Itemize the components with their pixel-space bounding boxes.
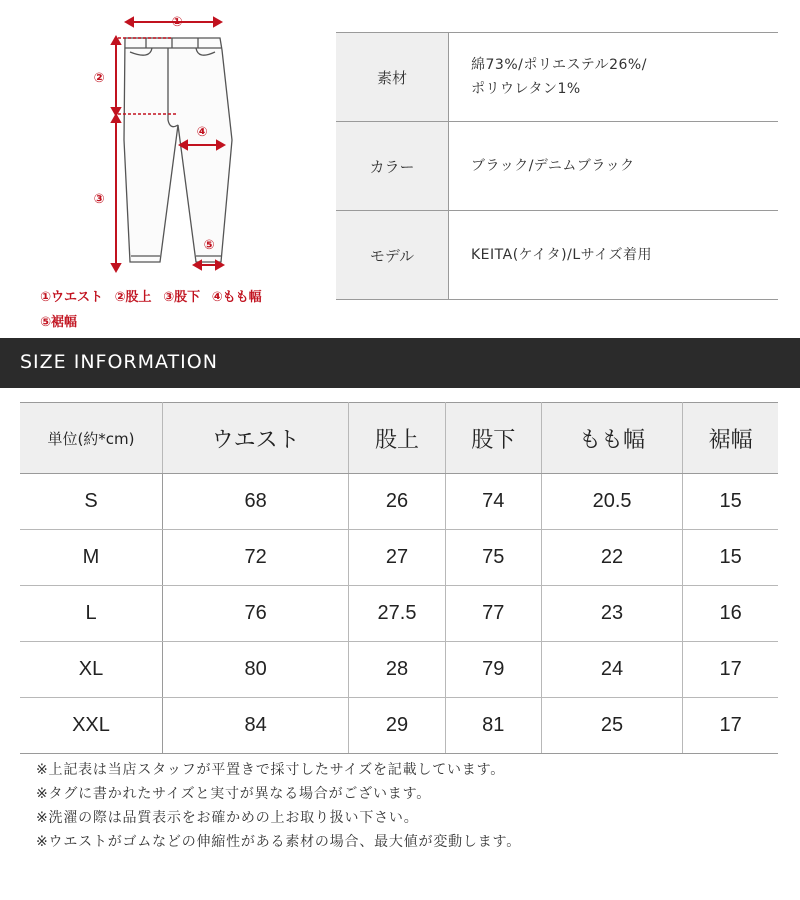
- note-line: ※洗濯の際は品質表示をお確かめの上お取り扱い下さい。: [36, 810, 419, 826]
- size-value: 28: [349, 642, 445, 698]
- spec-value: [449, 211, 779, 300]
- size-value: 84: [163, 698, 349, 754]
- size-value: 76: [163, 586, 349, 642]
- size-value: 17: [683, 698, 778, 754]
- table-row: [20, 698, 778, 754]
- size-value: 79: [445, 642, 541, 698]
- size-value: 74: [445, 474, 541, 530]
- size-value: 77: [445, 586, 541, 642]
- size-value: 27: [349, 530, 445, 586]
- legend-line-2: [40, 311, 84, 330]
- spec-value: [449, 33, 779, 122]
- size-value: 22: [541, 530, 682, 586]
- marker-5: ⑤: [203, 238, 215, 253]
- size-value: 15: [683, 474, 778, 530]
- section-title: SIZE INFORMATION: [20, 351, 218, 373]
- size-value: 15: [683, 530, 778, 586]
- size-label: L: [20, 586, 163, 642]
- header-rise: 股上: [349, 403, 445, 474]
- spec-row: [336, 211, 778, 300]
- spec-key: 素材: [336, 33, 449, 122]
- size-header-row: [20, 403, 778, 474]
- size-value: 81: [445, 698, 541, 754]
- size-table: [20, 402, 778, 754]
- notes: [36, 758, 521, 854]
- table-row: [20, 474, 778, 530]
- size-value: 72: [163, 530, 349, 586]
- size-value: 27.5: [349, 586, 445, 642]
- header-unit: 単位(約*cm): [20, 403, 163, 474]
- pants-illustration: [0, 0, 330, 285]
- marker-3: ③: [93, 192, 105, 207]
- spec-table: [336, 32, 778, 300]
- size-value: 68: [163, 474, 349, 530]
- note-line: ※タグに書かれたサイズと実寸が異なる場合がございます。: [36, 786, 432, 802]
- legend-line-1: [40, 286, 269, 305]
- size-value: 24: [541, 642, 682, 698]
- table-row: [20, 586, 778, 642]
- header-waist: ウエスト: [163, 403, 349, 474]
- size-value: 23: [541, 586, 682, 642]
- legend-item: ①ウエスト: [40, 290, 104, 305]
- size-value: 20.5: [541, 474, 682, 530]
- note-line: ※上記表は当店スタッフが平置きで採寸したサイズを記載しています。: [36, 762, 506, 778]
- spec-key: モデル: [336, 211, 449, 300]
- spec-value-line: 綿73%/ポリエステル26%/: [471, 57, 647, 73]
- header-hem: 裾幅: [683, 403, 778, 474]
- size-value: 16: [683, 586, 778, 642]
- spec-key: カラー: [336, 122, 449, 211]
- marker-4: ④: [196, 125, 208, 140]
- marker-1: ①: [171, 15, 183, 30]
- legend-item: ②股上: [114, 290, 152, 305]
- size-value: 25: [541, 698, 682, 754]
- section-header: [0, 338, 800, 388]
- legend-item: ⑤裾幅: [40, 315, 78, 330]
- size-value: 75: [445, 530, 541, 586]
- spec-row: [336, 33, 778, 122]
- marker-2: ②: [93, 71, 105, 86]
- size-label: M: [20, 530, 163, 586]
- size-value: 26: [349, 474, 445, 530]
- size-label: S: [20, 474, 163, 530]
- spec-value-line: KEITA(ケイタ)/Lサイズ着用: [471, 247, 653, 263]
- spec-value-line: ポリウレタン1%: [471, 81, 581, 97]
- legend-item: ③股下: [163, 290, 201, 305]
- header-thigh: もも幅: [541, 403, 682, 474]
- table-row: [20, 642, 778, 698]
- size-table-body: [20, 474, 778, 754]
- note-line: ※ウエストがゴムなどの伸縮性がある素材の場合、最大値が変動します。: [36, 834, 522, 850]
- table-row: [20, 530, 778, 586]
- spec-row: [336, 122, 778, 211]
- size-value: 17: [683, 642, 778, 698]
- size-label: XL: [20, 642, 163, 698]
- spec-value-line: ブラック/デニムブラック: [471, 158, 635, 174]
- header-inseam: 股下: [445, 403, 541, 474]
- size-label: XXL: [20, 698, 163, 754]
- size-value: 29: [349, 698, 445, 754]
- pants-diagram: [0, 0, 330, 335]
- size-value: 80: [163, 642, 349, 698]
- spec-value: [449, 122, 779, 211]
- legend-item: ④もも幅: [211, 290, 262, 305]
